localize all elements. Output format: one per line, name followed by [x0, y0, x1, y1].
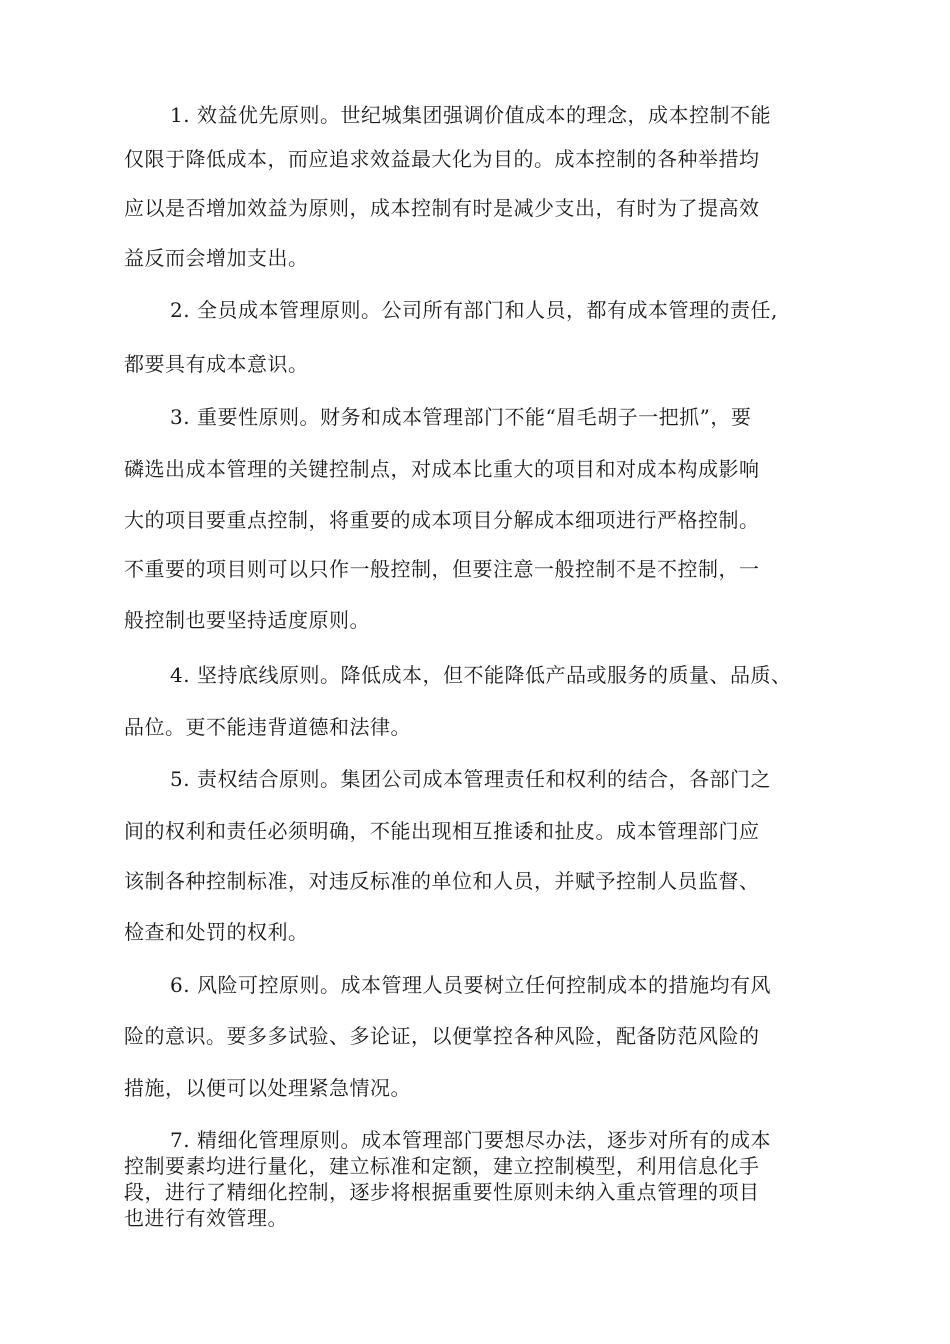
paragraph-5-line-2: 间的权利和责任必须明确，不能出现相互推诿和扯皮。成本管理部门应 — [124, 819, 760, 843]
paragraph-4-line-1: 4. 坚持底线原则。降低成本，但不能降低产品或服务的质量、品质、 — [170, 663, 792, 687]
paragraph-5-line-1: 5. 责权结合原则。集团公司成本管理责任和权利的结合，各部门之 — [170, 767, 771, 791]
paragraph-6-line-1: 6. 风险可控原则。成本管理人员要树立任何控制成本的措施均有风 — [170, 973, 771, 997]
paragraph-1-line-1: 1. 效益优先原则。世纪城集团强调价值成本的理念，成本控制不能 — [170, 103, 771, 127]
paragraph-3-line-3: 大的项目要重点控制，将重要的成本项目分解成本细项进行严格控制。 — [124, 508, 760, 532]
paragraph-4-line-2: 品位。更不能违背道德和法律。 — [124, 715, 411, 739]
paragraph-6-line-2: 险的意识。要多多试验、多论证，以便掌控各种风险，配备防范风险的 — [124, 1024, 760, 1048]
paragraph-5-line-4: 检查和处罚的权利。 — [124, 920, 309, 944]
paragraph-7-line-2: 控制要素均进行量化，建立标准和定额，建立控制模型，利用信息化手 — [124, 1154, 760, 1178]
paragraph-7-line-4: 也进行有效管理。 — [124, 1206, 288, 1230]
paragraph-3-line-4: 不重要的项目则可以只作一般控制，但要注意一般控制不是不控制，一 — [124, 557, 760, 581]
paragraph-3-line-1: 3. 重要性原则。财务和成本管理部门不能“眉毛胡子一把抓”，要 — [170, 405, 752, 429]
paragraph-3-line-5: 般控制也要坚持适度原则。 — [124, 608, 370, 632]
paragraph-6-line-3: 措施，以便可以处理紧急情况。 — [124, 1076, 411, 1100]
paragraph-1-line-2: 仅限于降低成本，而应追求效益最大化为目的。成本控制的各种举措均 — [124, 147, 760, 171]
paragraph-2-line-1: 2. 全员成本管理原则。公司所有部门和人员，都有成本管理的责任, — [170, 298, 778, 322]
paragraph-7-line-1: 7. 精细化管理原则。成本管理部门要想尽办法，逐步对所有的成本 — [170, 1128, 771, 1152]
paragraph-1-line-4: 益反而会增加支出。 — [124, 246, 309, 270]
paragraph-2-line-2: 都要具有成本意识。 — [124, 352, 309, 376]
paragraph-5-line-3: 该制各种控制标准，对违反标准的单位和人员，并赋予控制人员监督、 — [124, 869, 760, 893]
paragraph-1-line-3: 应以是否增加效益为原则，成本控制有时是减少支出，有时为了提高效 — [124, 196, 760, 220]
paragraph-3-line-2: 磷选出成本管理的关键控制点，对成本比重大的项目和对成本构成影响 — [124, 457, 760, 481]
paragraph-7-line-3: 段，进行了精细化控制，逐步将根据重要性原则未纳入重点管理的项目 — [124, 1180, 760, 1204]
